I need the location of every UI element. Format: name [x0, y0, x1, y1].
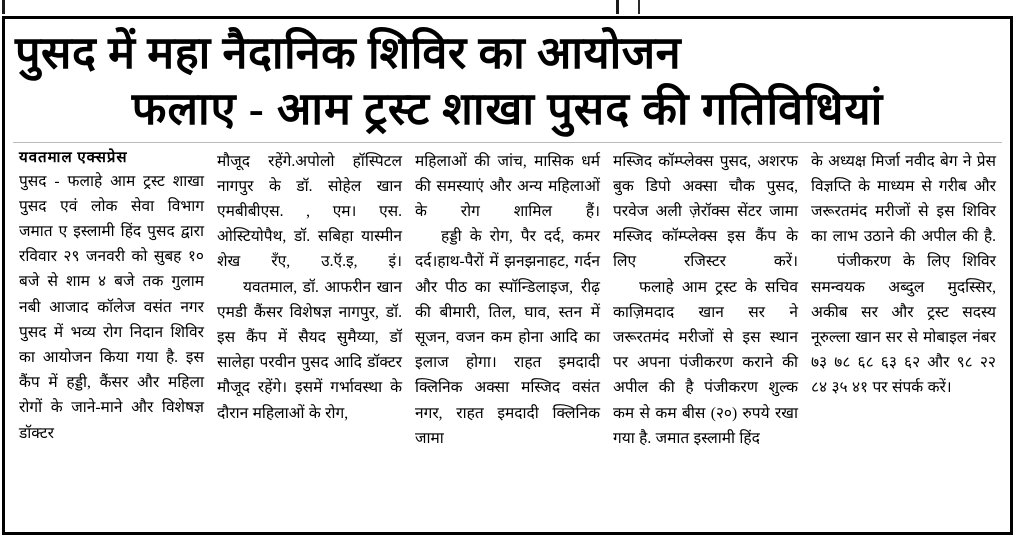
byline: यवतमाल एक्सप्रेस [19, 149, 128, 166]
paragraph: हड्डी के रोग, पैर दर्द, कमर दर्द।हाथ-पैरों में झनझनाहट, गर्दन और पीठ का स्पॉन्डिलाइज, रीढ़ की बीमारी, तिल, घाव, स्तन में सूजन, वजन कम होना आदि का इलाज होगा। राहत इमदादी क्लिनिक अक्सा मस्जिद वसंत नगर, राहत इमदादी क्लिनिक जामा [415, 228, 600, 447]
article-column-2 [211, 149, 409, 451]
cropped-article-box-left [2, 0, 619, 14]
paragraph: यवतमाल, डॉ. आफरीन खान एमडी कैंसर विशेषज्ञ नागपुर, डॉ. इस कैंप में सैयद सुमैय्या, डॉ सालेहा परवीन पुसद आदि डॉक्टर मौजूद रहेंगे। इसमें गर्भावस्था के दौरान महिलाओं के रोग, [217, 278, 402, 422]
paragraph: के अध्यक्ष मिर्जा नवीद बेग ने प्रेस विज्ञप्ति के माध्यम से गरीब और जरूरतमंद मरीजों से इस शिविर का लाभ उठाने की अपील की है. [811, 152, 996, 246]
headline-block [5, 19, 1010, 140]
paragraph: मौजूद रहेंगे.अपोलो हॉस्पिटल नागपुर के डॉ. सोहेल खान एमबीबीएस. , एम। एस. ओस्टियोपैथ, डॉ. सबिहा यास्मीन शेख रँए, उ.ऍ.इ, इं। [217, 152, 402, 271]
article-column-1 [13, 149, 211, 451]
paragraph: फलाहे आम ट्रस्ट के सचिव काज़िमदाद खान सर ने जरूरतमंद मरीजों से इस स्थान पर अपना पंजीकरण कराने की अपील की है पंजीकरण शुल्क कम से कम बीस (२०) रुपये रखा गया है. जमात इस्लामी हिंद [613, 278, 798, 447]
article-column-4 [607, 149, 805, 451]
article-column-3 [409, 149, 607, 451]
headline-line-2: फलाए - आम ट्रस्ट शाखा पुसद की गतिविधियां [131, 84, 884, 135]
paragraph: पुसद - फलाहे आम ट्रस्ट शाखा पुसद एवं लोक सेवा विभाग जमात ए इस्लामी हिंद पुसद द्वारा रविवार २९ जनवरी को सुबह १० बजे से शाम ४ बजे तक गुलाम नबी आजाद कॉलेज वसंत नगर पुसद में भव्य रोग निदान शिविर का आयोजन किया गया है. इस कैंप में हड्डी, कैंसर और महिला रोगों के जाने-माने और विशेषज्ञ डॉक्टर [19, 172, 204, 442]
cropped-article-box-right [638, 0, 1019, 14]
article-frame [2, 16, 1013, 535]
article-column-5 [805, 149, 1002, 451]
paragraph: मस्जिद कॉम्प्लेक्स पुसद, अशरफ बुक डिपो अक्सा चौक पुसद, परवेज अली ज़ेरॉक्स सेंटर जामा मस्जिद कॉम्प्लेक्स इस कैंप के लिए रजिस्टर करें। [613, 152, 798, 271]
headline-line-1: पुसद में महा नैदानिक शिविर का आयोजन [15, 28, 682, 78]
article-body-columns [5, 143, 1010, 455]
paragraph: पंजीकरण के लिए शिविर समन्वयक अब्दुल मुदस्सिर, अकीब सर और ट्रस्ट सदस्य नूरुल्ला खान सर से मोबाइल नंबर ७३ ७८ ६८ ६३ ६२ और ९८ २२ ८४ ३५ ४१ पर संपर्क करें। [811, 253, 996, 397]
paragraph: महिलाओं की जांच, मासिक धर्म की समस्याएं और अन्य महिलाओं के रोग शामिल हैं। [415, 152, 600, 220]
cropped-article-strip-above [0, 0, 1019, 14]
